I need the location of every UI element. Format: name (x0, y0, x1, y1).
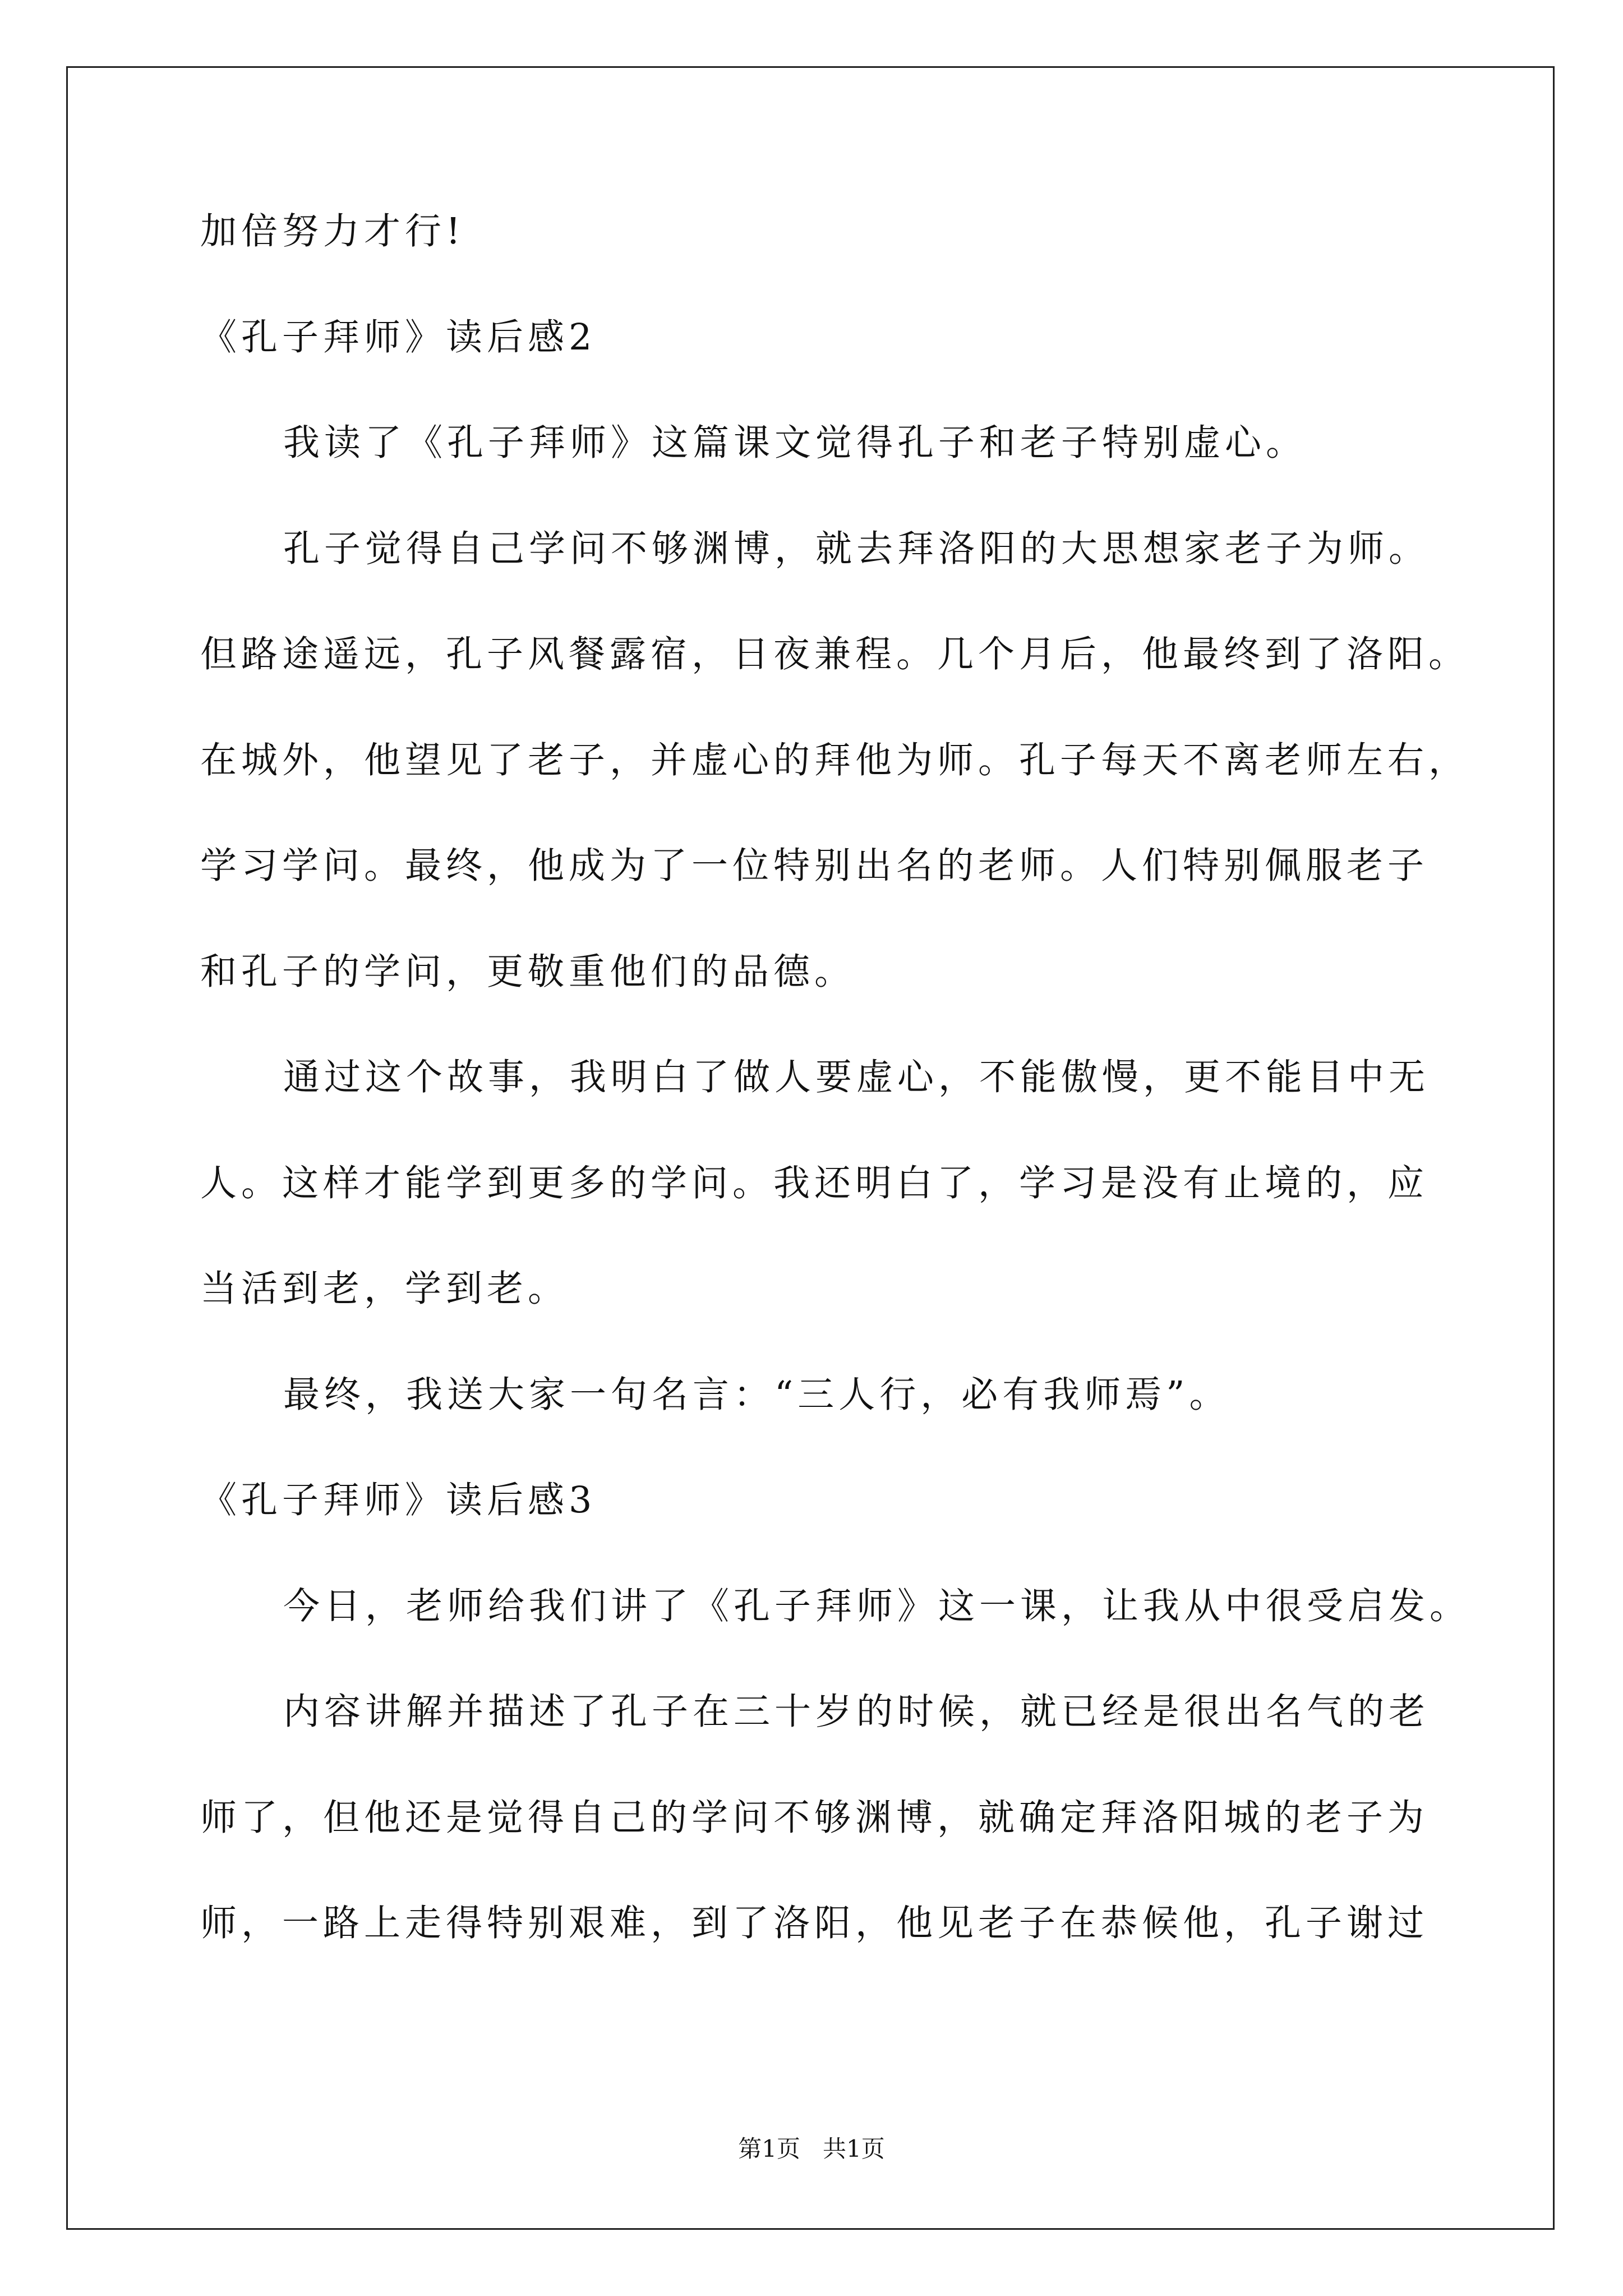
text-line: 和孔子的学问，更敬重他们的品德。 (200, 950, 856, 993)
text-line: 学习学问。最终，他成为了一位特别出名的老师。人们特别佩服老子 (200, 845, 1429, 887)
text-line: 通过这个故事，我明白了做人要虚心，不能傲慢，更不能目中无 (283, 1056, 1430, 1098)
text-line: 今日，老师给我们讲了《孔子拜师》这一课，让我从中很受启发。 (283, 1585, 1471, 1627)
text-line: 我读了《孔子拜师》这篇课文觉得孔子和老子特别虚心。 (283, 422, 1307, 464)
text-line: 当活到老，学到老。 (200, 1268, 569, 1310)
text-line: 内容讲解并描述了孔子在三十岁的时候，就已经是很出名气的老 (283, 1691, 1430, 1733)
text-line: 但路途遥远，孔子风餐露宿，日夜兼程。几个月后，他最终到了洛阳。 (200, 633, 1470, 675)
text-line: 《孔子拜师》读后感2 (200, 316, 597, 358)
text-line: 加倍努力才行! (200, 210, 465, 252)
text-line: 人。这样才能学到更多的学问。我还明白了，学习是没有止境的，应 (200, 1162, 1429, 1204)
text-line: 师了，但他还是觉得自己的学问不够渊博，就确定拜洛阳城的老子为 (200, 1796, 1429, 1839)
text-line: 师，一路上走得特别艰难，到了洛阳，他见老子在恭候他，孔子谢过 (200, 1902, 1429, 1944)
text-line: 孔子觉得自己学问不够渊博，就去拜洛阳的大思想家老子为师。 (283, 527, 1430, 570)
page-footer: 第1页 共1页 (738, 2135, 885, 2162)
text-line: 最终，我送大家一句名言：“三人行，必有我师焉”。 (283, 1373, 1230, 1416)
text-line: 在城外，他望见了老子，并虚心的拜他为师。孔子每天不离老师左右， (200, 739, 1470, 781)
text-line: 《孔子拜师》读后感3 (200, 1479, 597, 1521)
